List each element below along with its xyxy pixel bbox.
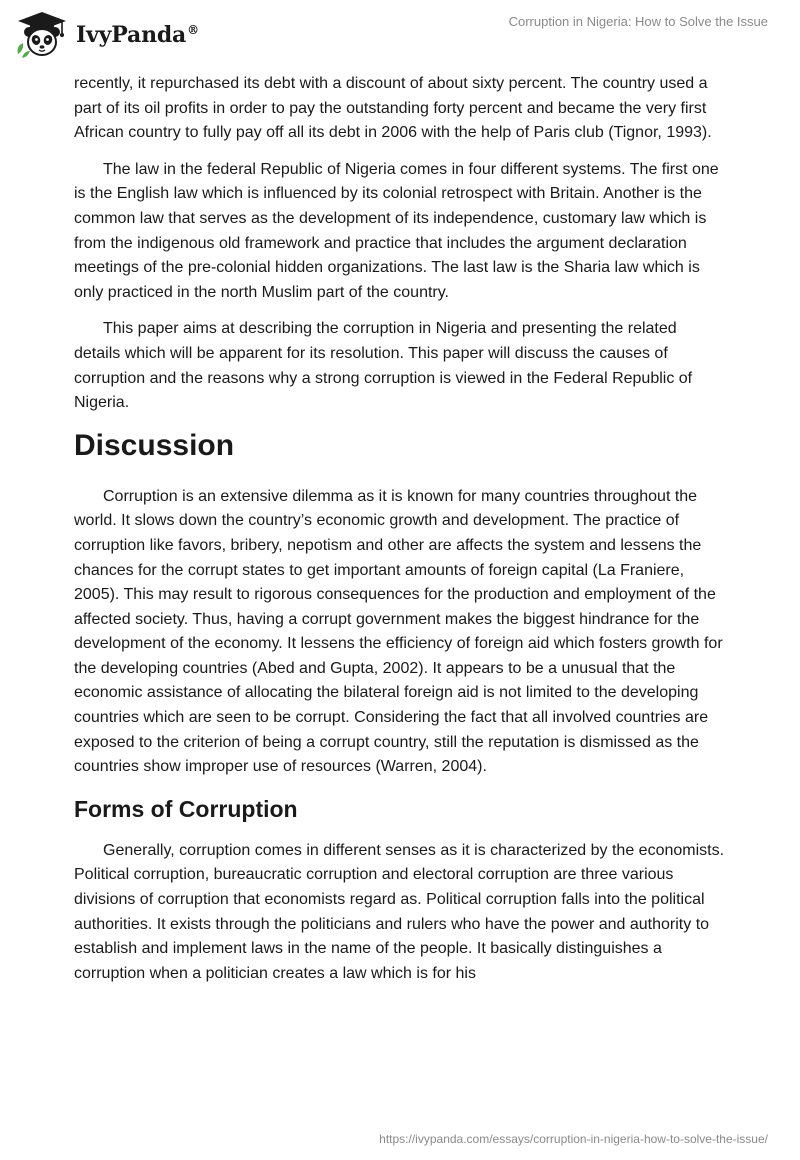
brand-logo[interactable]: [14, 8, 224, 62]
section-heading-discussion: Discussion: [74, 428, 235, 462]
page-header: [0, 0, 800, 70]
paragraph: This paper aims at describing the corruption in Nigeria and presenting the related details which will be apparent for its resolution. This paper will discuss the causes of corruption and the reasons why a strong corruption is viewed in the Federal Republic of Nigeria.: [74, 320, 693, 412]
section-heading-forms-of-corruption: Forms of Corruption: [74, 795, 298, 822]
source-url[interactable]: https://ivypanda.com/essays/corruption-in-nigeria-how-to-solve-the-issue/: [379, 1132, 768, 1146]
paragraph: recently, it repurchased its debt with a discount of about sixty percent. The country used a part of its oil profits in order to pay the outstanding forty percent and became the very first African country to fully pay off all its debt in 2006 with the help of Paris club (Tignor, 1993).: [74, 75, 712, 142]
paragraph: Corruption is an extensive dilemma as it is known for many countries throughout the world. It slows down the country’s economic growth and development. The practice of corruption like favors, bribery, nepotism and other are affects the system and lessens the chances for the corrupt states to get important amounts of foreign capital (La Franiere, 2005). This may result to rigorous consequences for the production and employment of the affected society. Thus, having a corrupt government makes the biggest hindrance for the development of the economy. It lessens the efficiency of foreign aid which fosters growth for the developing countries (Abed and Gupta, 2002). It appears to be a unusual that the economic assistance of allocating the bilateral foreign aid is not limited to the developing countries which are seen to be corrupt. Considering the fact that all involved countries are exposed to the criterion of being a corrupt country, still the reputation is dismissed as the countries show improper use of resources (Warren, 2004).: [74, 487, 723, 776]
document-title: Corruption in Nigeria: How to Solve the Issue: [508, 14, 768, 29]
paragraph: Generally, corruption comes in different senses as it is characterized by the economists. Political corruption, bureaucratic corruption and electoral corruption are three various divisions of corruption that economists regard as. Political corruption falls into the political authorities. It exists through the politicians and rulers who have the power and authority to establish and implement laws in the name of the people. It basically distinguishes a corruption when a politician creates a law which is for his: [74, 841, 725, 982]
essay-body: [74, 72, 726, 998]
panda-graduate-icon: [14, 10, 70, 60]
paragraph: The law in the federal Republic of Nigeria comes in four different systems. The first one is the English law which is influenced by its colonial retrospect with Britain. Another is the common law that serves as the development of its independence, customary law which is from the indigenous old framework and practice that includes the argument declaration meetings of the pre-colonial hidden organizations. The last law is the Sharia law which is only practiced in the north Muslim part of the country.: [74, 160, 719, 301]
brand-name: IvyPanda®: [76, 22, 199, 48]
